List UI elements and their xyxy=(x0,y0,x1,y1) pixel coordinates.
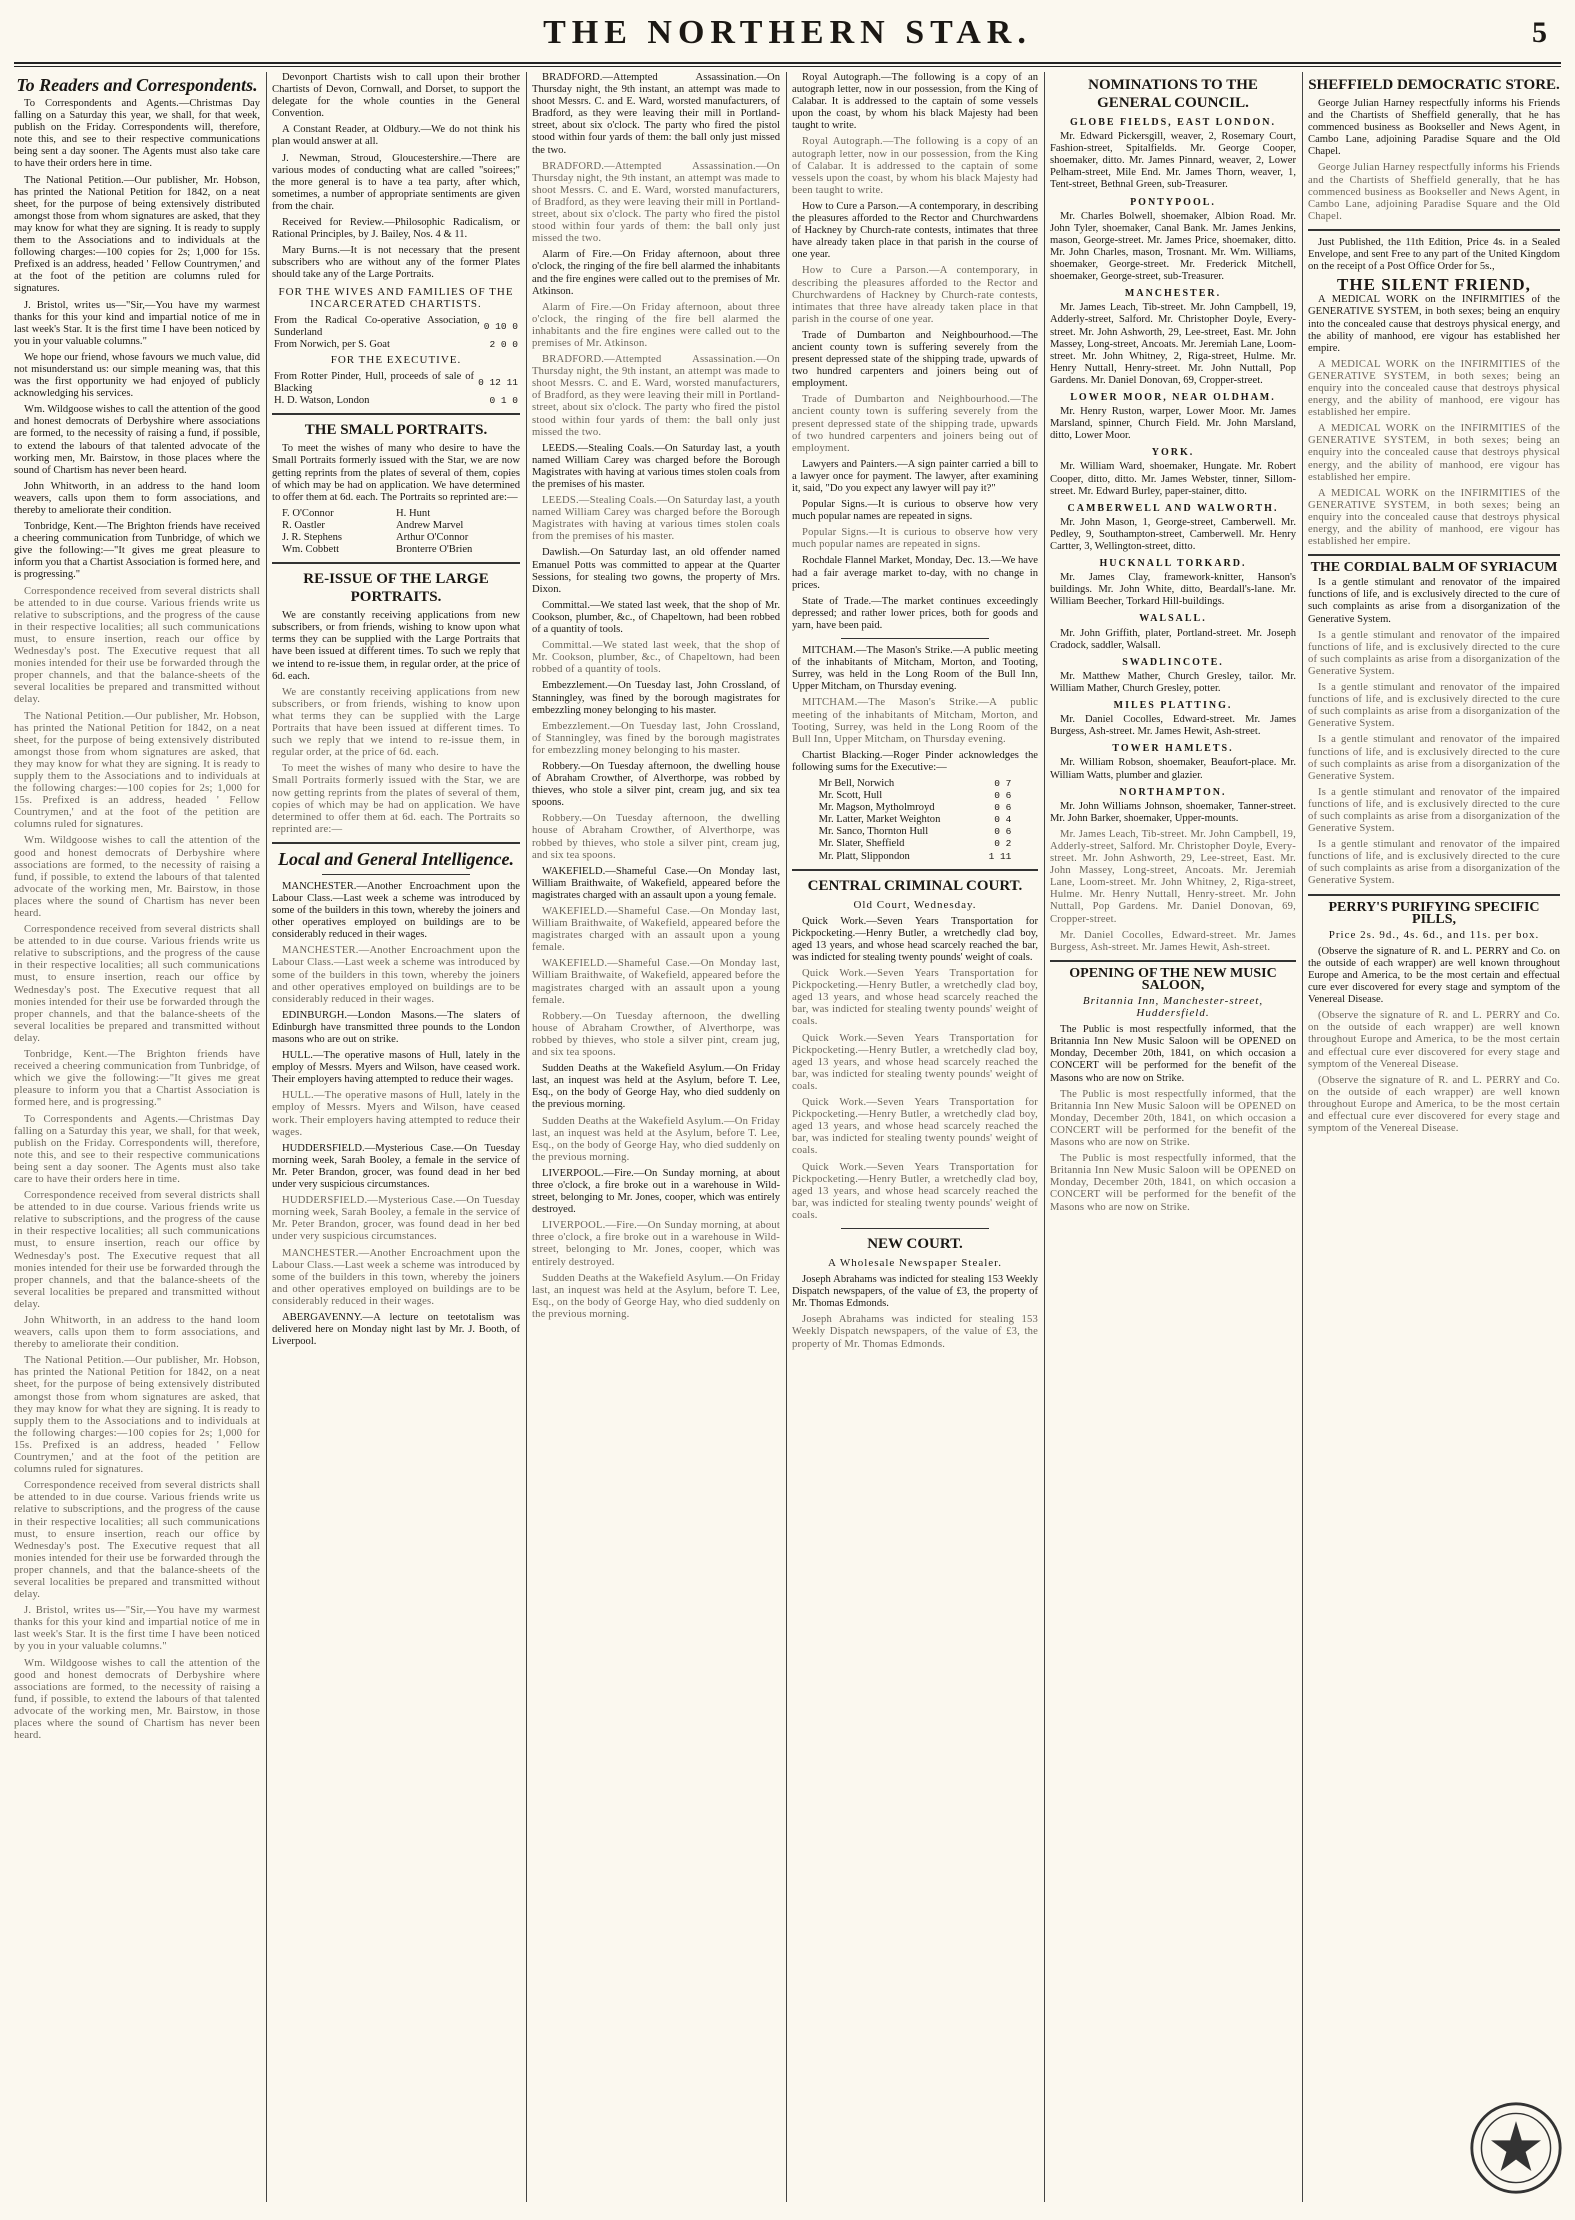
article-paragraph: MITCHAM.—The Mason's Strike.—A public meeting of the inhabitants of Mitcham, Morton, and Tooting, Surrey, was held in the Long Room of the Bull Inn, Upper Mitcham, on Thursday evening. xyxy=(792,645,1038,693)
column-divider xyxy=(1302,72,1303,2202)
subscriptions-heading: FOR THE WIVES AND FAMILIES OF THE INCARCERATED CHARTISTS. xyxy=(278,285,514,310)
article-paragraph: Rochdale Flannel Market, Monday, Dec. 13.—We have had a fair average market to-day, with no change in prices. xyxy=(792,555,1038,591)
list-item: Bronterre O'Brien xyxy=(396,544,473,556)
nomination-section xyxy=(1050,503,1296,553)
district-name: GLOBE FIELDS, EAST LONDON. xyxy=(1069,117,1277,128)
article-paragraph: The National Petition.—Our publisher, Mr. Hobson, has printed the National Petition for 1842, on a neat sheet, for the purpose of being extensively distributed amongst those from whom signatures are asked, that they may know for what they are signing. It is ready to supply them to the Associations and to individuals at the following charges:—100 copies for 2s; 1,000 for 15s. Prefixed is an address, headed ' Fellow Countrymen,' and at the foot of the petition are columns ruled for signatures. xyxy=(14,710,260,831)
article-paragraph: Royal Autograph.—The following is a copy of an autograph letter, now in our possession, from the King of Calabar. It is addressed to the captain of some vessels upon the coast, by whom his black Majesty had been taught to write. xyxy=(792,72,1038,132)
article-paragraph: LEEDS.—Stealing Coals.—On Saturday last, a youth named William Carey was charged before the Borough Magistrates with having at various times stolen coals from the premises of his master. xyxy=(532,442,780,490)
nomination-names: Mr. James Leach, Tib-street. Mr. John Campbell, 19, Adderly-street, Salford. Mr. Christopher Doyle, Every-street. Mr. John Ashworth, 29, Lee-street, East. Mr. John Massey, Long-street, Ancoats. Mr. Jeremiah Lane, Loom-street. Mr. John Whitney, 2, Riga-street, Hulme. Mr. Henry Nuttall, Henry-street. Mr. John Nuttall, Pop Gardens. Mr. Daniel Donovan, 69, Cropper-street. xyxy=(1050,302,1296,386)
perry-pills-price: Price 2s. 9d., 4s. 6d., and 11s. per box. xyxy=(1328,928,1540,941)
article-paragraph: J. Bristol, writes us—"Sir,—You have my warmest thanks for this your kind and impartial notice of me in last week's Star. It is the first time I have been noticed by you in your valuable columns." xyxy=(14,299,260,347)
nomination-section xyxy=(1050,447,1296,497)
article-paragraph: Quick Work.—Seven Years Transportation for Pickpocketing.—Henry Butler, a wretchedly clad boy, aged 13 years, and whose head scarcely reached the bar, was indicted for stealing twenty pounds' weight of coals. xyxy=(792,915,1038,963)
article-paragraph: (Observe the signature of R. and L. PERRY and Co. on the outside of each wrapper) are well known throughout Europe and America, to be the most certain and effectual cure ever discovered for every stage and symptom of the Venereal Disease. xyxy=(1308,1010,1560,1070)
nomination-names: Mr. William Ward, shoemaker, Hungate. Mr. Robert Cooper, ditto, ditto. Mr. James Webster, tinner, Sillom-street. Mr. Edward Burley, paper-stainer, ditto. xyxy=(1050,461,1296,497)
list-item: F. O'Connor xyxy=(282,507,334,519)
table-row: Mr. Latter, Market Weighton 0 4 xyxy=(818,814,1012,826)
article-paragraph: HUDDERSFIELD.—Mysterious Case.—On Tuesday morning week, Sarah Booley, a female in the service of Mr. Peter Brandon, grocer, was found dead in her bed under very suspicious circumstances. xyxy=(272,1195,520,1243)
nomination-section xyxy=(1050,657,1296,695)
perry-pills-heading: PERRY'S PURIFYING SPECIFIC PILLS, xyxy=(1328,899,1540,927)
column-divider xyxy=(526,72,527,2202)
table-row: Mr. Scott, Hull 0 6 xyxy=(818,790,1012,802)
article-paragraph: Correspondence received from several districts shall be attended to in due course. Various friends write us relative to subscriptions, and the progress of the cause in their respective localities; all such communications must, to ensure insertion, reach our office by Wednesday's post. The Executive request that all monies intended for their use be forwarded through the proper channels, and that the balance-sheets of the several localities be prepared and transmitted without delay. xyxy=(14,585,260,706)
article-paragraph: (Observe the signature of R. and L. PERRY and Co. on the outside of each wrapper) are well known throughout Europe and America, to be the most certain and effectual cure ever discovered for every stage and symptom of the Venereal Disease. xyxy=(1308,1074,1560,1135)
article-paragraph: Sudden Deaths at the Wakefield Asylum.—On Friday last, an inquest was held at the Asylum, before T. Lee, Esq., on the body of George Hay, who died suddenly on the previous morning. xyxy=(532,1272,780,1320)
article-paragraph: WAKEFIELD.—Shameful Case.—On Monday last, William Braithwaite, of Wakefield, appeared before the magistrates charged with an assault upon a young female. xyxy=(532,958,780,1006)
article-paragraph: LIVERPOOL.—Fire.—On Sunday morning, at about three o'clock, a fire broke out in a warehouse in Wild-street, belonging to Mr. Jones, cooper, which was entirely destroyed. xyxy=(532,1220,780,1268)
nomination-section xyxy=(1050,392,1296,442)
nomination-names: Mr. Daniel Cocolles, Edward-street. Mr. James Burgess, Ash-street. Mr. James Hewit, Ash-street. xyxy=(1050,929,1296,953)
nomination-names: Mr. John Mason, 1, George-street, Camberwell. Mr. Pedley, 9, Southampton-street, Camberwell. Mr. Henry Cartter, 3, Wellington-street, ditto. xyxy=(1050,516,1296,552)
blacking-table xyxy=(817,778,1014,863)
nomination-names: Mr. Henry Ruston, warper, Lower Moor. Mr. James Marsland, spinner, Church Field. Mr. John Marsland, ditto, Lower Moor. xyxy=(1050,406,1296,442)
article-paragraph: Tonbridge, Kent.—The Brighton friends have received a cheering communication from Tunbridge, of which we give the following:—"It gives me great pleasure to inform you that a Chartist Association is formed here, and is progressing." xyxy=(14,1049,260,1109)
article-paragraph: Mary Burns.—It is not necessary that the present subscribers who are without any of the former Plates should take any of the Large Portraits. xyxy=(272,245,520,281)
article-paragraph: Quick Work.—Seven Years Transportation for Pickpocketing.—Henry Butler, a wretchedly clad boy, aged 13 years, and whose head scarcely reached the bar, was indicted for stealing twenty pounds' weight of coals. xyxy=(792,1161,1038,1221)
divider xyxy=(322,874,471,875)
article-paragraph: Joseph Abrahams was indicted for stealing 153 Weekly Dispatch newspapers, of the value of £3, the property of Mr. Thomas Edmonds. xyxy=(792,1314,1038,1350)
article-paragraph: A Constant Reader, at Oldbury.—We do not think his plan would answer at all. xyxy=(272,124,520,148)
column-1 xyxy=(14,72,260,2202)
article-paragraph: George Julian Harney respectfully informs his Friends and the Chartists of Sheffield generally, that he has commenced business as Bookseller and News Agent, in Cambo Lane, adjoining Paradise Square and the Old Chapel. xyxy=(1308,162,1560,222)
stamp-emblem-icon xyxy=(1468,2100,1564,2196)
article-paragraph: Committal.—We stated last week, that the shop of Mr. Cookson, plumber, &c., of Chapeltown, had been robbed of a quantity of tools. xyxy=(532,599,780,636)
article-paragraph: The National Petition.—Our publisher, Mr. Hobson, has printed the National Petition for 1842, on a neat sheet, for the purpose of being extensively distributed amongst those from whom signatures are asked, that they may know for what they are signing. It is ready to supply them to the Associations and to individuals at the following charges:—100 copies for 2s; 1,000 for 15s. Prefixed is an address, headed ' Fellow Countrymen,' and at the foot of the petition are columns ruled for signatures. xyxy=(14,174,260,295)
article-paragraph: Robbery.—On Tuesday afternoon, the dwelling house of Abraham Crowther, of Alverthorpe, was robbed by thieves, who stole a silver pint, cream jug, and six tea spoons. xyxy=(532,813,780,861)
nomination-names: Mr. Edward Pickersgill, weaver, 2, Rosemary Court, Fashion-street, Spitalfields. Mr. George Cooper, shoemaker, ditto. Mr. James Pinnard, weaver, 2, Lower Pelham-street, Mile End. Mr. James Thorn, weaver, 1, Tent-street, Bethnal Green, sub-Treasurer. xyxy=(1050,131,1296,191)
column-divider xyxy=(786,72,787,2202)
article-paragraph: EDINBURGH.—London Masons.—The slaters of Edinburgh have transmitted three pounds to the London masons who are out on strike. xyxy=(272,1009,520,1045)
district-name: YORK. xyxy=(1151,447,1195,459)
column-divider xyxy=(266,72,267,2202)
article-paragraph: Robbery.—On Tuesday afternoon, the dwelling house of Abraham Crowther, of Alverthorpe, was robbed by thieves, who stole a silver pint, cream jug, and six tea spoons. xyxy=(532,760,780,809)
article-paragraph: Just Published, the 11th Edition, Price 4s. in a Sealed Envelope, and sent Free to any part of the United Kingdom on the receipt of a Post Office Order for 5s., xyxy=(1308,236,1560,273)
nomination-names: Mr. Daniel Cocolles, Edward-street. Mr. James Burgess, Ash-street. Mr. James Hewit, Ash-street. xyxy=(1050,714,1296,738)
nomination-names: Mr. John Griffith, plater, Portland-street. Mr. Joseph Cradock, saddler, Walsall. xyxy=(1050,627,1296,651)
article-paragraph: To meet the wishes of many who desire to have the Small Portraits formerly issued with the Star, we are now getting reprints from the plates of several of them, copies of which may be had on application. We have determined to offer them at 6d. each. The Portraits so reprinted are:— xyxy=(272,763,520,835)
article-paragraph: Wm. Wildgoose wishes to call the attention of the good and honest democrats of Derbyshire where associations are formed, to the necessity of raising a fund, if possible, to extend the labours of that talented advocate of the working men, Mr. Bairstow, in those places where the sound of Chartism has never been heard. xyxy=(14,1657,260,1742)
article-paragraph: Popular Signs.—It is curious to observe how very much popular names are repeated in signs. xyxy=(792,499,1038,523)
article-paragraph: To Correspondents and Agents.—Christmas Day falling on a Saturday this year, we shall, for that week, publish on the Friday. Correspondents will, therefore, note this, and see to their respective communications being sent a day sooner. The Agents must also take care to have their orders here in time. xyxy=(14,1113,260,1185)
list-item: Arthur O'Connor xyxy=(396,532,469,543)
article-paragraph: To meet the wishes of many who desire to have the Small Portraits formerly issued with the Star, we are now getting reprints from the plates of several of them, copies of which may be had on application. We have determined to offer them at 6d. each. The Portraits so reprinted are:— xyxy=(272,443,520,503)
article-paragraph: MANCHESTER.—Another Encroachment upon the Labour Class.—Last week a scheme was introduced by some of the builders in this town, whereby the joiners and other operatives employed on buildings are to be considerably reduced in their wages. xyxy=(272,1247,520,1307)
district-name: CAMBERWELL AND WALWORTH. xyxy=(1067,502,1279,514)
district-name: WALSALL. xyxy=(1139,613,1207,625)
article-paragraph: The Public is most respectfully informed, that the Britannia Inn New Music Saloon will be OPENED on Monday, December 20th, 1841, on which occasion a CONCERT will be performed for the benefit of the Masons who are now on Strike. xyxy=(1050,1153,1296,1213)
article-paragraph: A MEDICAL WORK on the INFIRMITIES of the GENERATIVE SYSTEM, in both sexes; being an enquiry into the concealed cause that destroys physical energy, and the ability of manhood, ere vigour has established her empire. xyxy=(1308,358,1560,419)
article-paragraph: Embezzlement.—On Tuesday last, John Crossland, of Stanningley, was fined by the borough magistrates for embezzling money belonging to his master. xyxy=(532,720,780,756)
article-paragraph: Is a gentle stimulant and renovator of the impaired functions of life, and is exclusively directed to the cure of such complaints as arise from a disorganization of the Generative System. xyxy=(1308,786,1560,835)
article-paragraph: BRADFORD.—Attempted Assassination.—On Thursday night, the 9th instant, an attempt was made to shoot Messrs. C. and E. Ward, worsted manufacturers, of Bradford, as they were leaving their mill in Portland-street, about six o'clock. The party who fired the pistol stood within four yards of them: the ball only just missed the two. xyxy=(532,72,780,156)
article-paragraph: Correspondence received from several districts shall be attended to in due course. Various friends write us relative to subscriptions, and the progress of the cause in their respective localities; all such communications must, to ensure insertion, reach our office by Wednesday's post. The Executive request that all monies intended for their use be forwarded through the proper channels, and that the balance-sheets of the several localities be prepared and transmitted without delay. xyxy=(14,1190,260,1310)
article-paragraph: Is a gentle stimulant and renovator of the impaired functions of life, and is exclusively directed to the cure of such complaints as arise from a disorganization of the Generative System. xyxy=(1308,682,1560,730)
table-row: H. D. Watson, London 0 1 0 xyxy=(274,395,518,407)
article-paragraph: LIVERPOOL.—Fire.—On Sunday morning, at about three o'clock, a fire broke out in a warehouse in Wild-street, belonging to Mr. Jones, cooper, which was entirely destroyed. xyxy=(532,1167,780,1216)
article-paragraph: Trade of Dumbarton and Neighbourhood.—The ancient county town is suffering severely from the present depressed state of the shipping trade, upwards of two hundred carpenters and joiners being out of employment. xyxy=(792,394,1038,454)
article-paragraph: Wm. Wildgoose wishes to call the attention of the good and honest democrats of Derbyshire where associations are formed, to the necessity of raising a fund, if possible, to extend the labours of that talented advocate of the working men, Mr. Bairstow, in those places where the sound of Chartism has never been heard. xyxy=(14,835,260,919)
article-paragraph: Joseph Abrahams was indicted for stealing 153 Weekly Dispatch newspapers, of the value of £3, the property of Mr. Thomas Edmonds. xyxy=(792,1274,1038,1310)
reissue-heading: RE-ISSUE OF THE LARGE PORTRAITS. xyxy=(303,571,489,606)
article-paragraph: HULL.—The operative masons of Hull, lately in the employ of Messrs. Myers and Wilson, have ceased work. Their employers having attempted to reduce their wages. xyxy=(272,1090,520,1138)
article-paragraph: Correspondence received from several districts shall be attended to in due course. Various friends write us relative to subscriptions, and the progress of the cause in their respective localities; all such communications must, to ensure insertion, reach our office by Wednesday's post. The Executive request that all monies intended for their use be forwarded through the proper channels, and that the balance-sheets of the several localities be prepared and transmitted without delay. xyxy=(14,924,260,1044)
article-paragraph: Tonbridge, Kent.—The Brighton friends have received a cheering communication from Tunbridge, of which we give the following:—"It gives me great pleasure to inform you that a Chartist Association is formed here, and is progressing." xyxy=(14,521,260,581)
divider xyxy=(1050,960,1296,962)
table-row: Mr. Magson, Mytholmroyd 0 6 xyxy=(818,802,1012,814)
article-paragraph: State of Trade.—The market continues exceedingly depressed; and rather lower prices, both for goods and yarn, have been paid. xyxy=(792,595,1038,631)
nomination-section xyxy=(1050,117,1296,192)
table-row: Mr. Sanco, Thornton Hull 0 6 xyxy=(818,826,1012,838)
article-paragraph: Alarm of Fire.—On Friday afternoon, about three o'clock, the ringing of the fire bell alarmed the inhabitants and the fire engines were called out to the premises of Mr. Atkinson. xyxy=(532,301,780,349)
column-6 xyxy=(1308,72,1560,2202)
column-3 xyxy=(532,72,780,2202)
masthead xyxy=(0,0,1575,62)
subscriptions-subheading: FOR THE EXECUTIVE. xyxy=(330,353,462,366)
music-saloon-subheading: Britannia Inn, Manchester-street, Huddersfield. xyxy=(1082,995,1264,1020)
new-court-heading: NEW COURT. xyxy=(867,1235,963,1252)
article-paragraph: Chartist Blacking.—Roger Pinder acknowledges the following sums for the Executive:— xyxy=(792,749,1038,773)
nominations-heading: NOMINATIONS TO THE GENERAL COUNCIL. xyxy=(1088,77,1258,111)
article-paragraph: HUDDERSFIELD.—Mysterious Case.—On Tuesday morning week, Sarah Booley, a female in the service of Mr. Peter Brandon, grocer, was found dead in her bed under very suspicious circumstances. xyxy=(272,1142,520,1191)
store-heading: SHEFFIELD DEMOCRATIC STORE. xyxy=(1308,77,1560,93)
article-paragraph: To Correspondents and Agents.—Christmas Day falling on a Saturday this year, we shall, for that week, publish on the Friday. Correspondents will, therefore, note this, and see to their respective communications being sent a day sooner. The Agents must also take care to have their orders here in time. xyxy=(14,98,260,170)
criminal-court-heading: CENTRAL CRIMINAL COURT. xyxy=(807,877,1023,894)
table-row: Mr Bell, Norwich 0 7 xyxy=(818,777,1012,789)
nomination-names: Mr. James Leach, Tib-street. Mr. John Campbell, 19, Adderly-street, Salford. Mr. Christopher Doyle, Every-street. Mr. John Ashworth, 29, Lee-street, East. Mr. John Massey, Long-street, Ancoats. Mr. Jeremiah Lane, Loom-street. Mr. John Whitney, 2, Riga-street, Hulme. Mr. Henry Nuttall, Henry-street. Mr. John Nuttall, Pop Gardens. Mr. Daniel Donovan, 69, Cropper-street. xyxy=(1050,828,1296,925)
divider xyxy=(272,842,520,844)
divider xyxy=(792,869,1038,871)
newspaper-title: THE NORTHERN STAR. xyxy=(543,14,1032,51)
column-divider xyxy=(1044,72,1045,2202)
nomination-names: Mr. James Clay, framework-knitter, Hanson's buildings. Mr. John White, ditto, Beardall's-lane. Mr. William Beecher, Torkard Hill-buildings. xyxy=(1050,572,1296,608)
divider xyxy=(272,413,520,415)
article-paragraph: Committal.—We stated last week, that the shop of Mr. Cookson, plumber, &c., of Chapeltown, had been robbed of a quantity of tools. xyxy=(532,640,780,676)
article-paragraph: J. Newman, Stroud, Gloucestershire.—There are various modes of conducting what are called "soirees;" the more general is to have a tea party, after which, sometimes, a number of appropriate sentiments are given from the chair. xyxy=(272,152,520,212)
article-paragraph: A MEDICAL WORK on the INFIRMITIES of the GENERATIVE SYSTEM, in both sexes; being an enquiry into the concealed cause that destroys physical energy, and the ability of manhood, ere vigour has established her empire. xyxy=(1308,423,1560,483)
divider xyxy=(1308,894,1560,896)
article-paragraph: MANCHESTER.—Another Encroachment upon the Labour Class.—Last week a scheme was introduced by some of the builders in this town, whereby the joiners and other operatives employed on buildings are to be considerably reduced in their wages. xyxy=(272,945,520,1005)
list-item: H. Hunt xyxy=(396,507,431,519)
divider xyxy=(1308,229,1560,231)
article-paragraph: Correspondence received from several districts shall be attended to in due course. Various friends write us relative to subscriptions, and the progress of the cause in their respective localities; all such communications must, to ensure insertion, reach our office by Wednesday's post. The Executive request that all monies intended for their use be forwarded through the proper channels, and that the balance-sheets of the several localities be prepared and transmitted without delay. xyxy=(14,1480,260,1601)
district-name: PONTYPOOL. xyxy=(1130,196,1216,208)
district-name: MILES PLATTING. xyxy=(1113,700,1233,712)
article-paragraph: MANCHESTER.—Another Encroachment upon the Labour Class.—Last week a scheme was introduced by some of the builders in this town, whereby the joiners and other operatives employed on buildings are to be considerably reduced in their wages. xyxy=(272,880,520,941)
portraits-list xyxy=(282,508,510,556)
article-paragraph: George Julian Harney respectfully informs his Friends and the Chartists of Sheffield generally, that he has commenced business as Bookseller and News Agent, in Cambo Lane, adjoining Paradise Square and the Old Chapel. xyxy=(1308,98,1560,158)
article-paragraph: Is a gentle stimulant and renovator of the impaired functions of life, and is exclusively directed to the cure of such complaints as arise from a disorganization of the Generative System. xyxy=(1308,629,1560,677)
article-paragraph: We are constantly receiving applications from new subscribers, or from friends, wishing to know upon what terms they can be supplied with the Large Portraits that have been issued at different times. To such we reply that we intend to re-issue them, in regular order, at the price of 6d. each. xyxy=(272,686,520,759)
article-paragraph: Robbery.—On Tuesday afternoon, the dwelling house of Abraham Crowther, of Alverthorpe, was robbed by thieves, who stole a silver pint, cream jug, and six tea spoons. xyxy=(532,1010,780,1059)
article-paragraph: Wm. Wildgoose wishes to call the attention of the good and honest democrats of Derbyshire where associations are formed, to the necessity of raising a fund, if possible, to extend the labours of that talented advocate of the working men, Mr. Bairstow, in those places where the sound of Chartism has never been heard. xyxy=(14,404,260,476)
table-row: From Rotter Pinder, Hull, proceeds of sale of Blacking 0 12 11 xyxy=(274,371,518,395)
subscriptions-table xyxy=(272,315,520,351)
article-paragraph: Received for Review.—Philosophic Radicalism, or Rational Principles, by J. Bailey, Nos. 4 & 11. xyxy=(272,217,520,241)
district-name: NORTHAMPTON. xyxy=(1119,786,1227,798)
article-paragraph: We are constantly receiving applications from new subscribers, or from friends, wishing to know upon what terms they can be supplied with the Large Portraits that have been issued at different times. To such we reply that we intend to re-issue them, in regular order, at the price of 6d. each. xyxy=(272,610,520,682)
table-row: From the Radical Co-operative Association, Sunderland 0 10 0 xyxy=(274,314,518,338)
list-item: R. Oastler xyxy=(282,519,325,531)
music-saloon-heading: OPENING OF THE NEW MUSIC SALOON, xyxy=(1069,965,1277,993)
article-paragraph: Royal Autograph.—The following is a copy of an autograph letter, now in our possession, from the King of Calabar. It is addressed to the captain of some vessels upon the coast, by whom his black Majesty had been taught to write. xyxy=(792,136,1038,196)
nomination-names: Mr. Matthew Mather, Church Gresley, tailor. Mr. William Mather, Church Gresley, potter. xyxy=(1050,670,1296,694)
district-name: LOWER MOOR, NEAR OLDHAM. xyxy=(1070,391,1276,403)
article-paragraph: The National Petition.—Our publisher, Mr. Hobson, has printed the National Petition for 1842, on a neat sheet, for the purpose of being extensively distributed amongst those from whom signatures are asked, that they may know for what they are signing. It is ready to supply them to the Associations and to individuals at the following charges:—100 copies for 2s; 1,000 for 15s. Prefixed is an address, headed ' Fellow Countrymen,' and at the foot of the petition are columns ruled for signatures. xyxy=(14,1355,260,1476)
nomination-section xyxy=(1050,787,1296,825)
article-paragraph: Quick Work.—Seven Years Transportation for Pickpocketing.—Henry Butler, a wretchedly clad boy, aged 13 years, and whose head scarcely reached the bar, was indicted for stealing twenty pounds' weight of coals. xyxy=(792,1032,1038,1092)
article-paragraph: Sudden Deaths at the Wakefield Asylum.—On Friday last, an inquest was held at the Asylum, before T. Lee, Esq., on the body of George Hay, who died suddenly on the previous morning. xyxy=(532,1063,780,1111)
article-paragraph: Is a gentle stimulant and renovator of the impaired functions of life, and is exclusively directed to the cure of such complaints as arise from a disorganization of the Generative System. xyxy=(1308,734,1560,782)
district-name: SWADLINCOTE. xyxy=(1122,656,1224,668)
article-paragraph: John Whitworth, in an address to the hand loom weavers, calls upon them to form associations, and thereby to ameliorate their condition. xyxy=(14,1315,260,1351)
article-paragraph: J. Bristol, writes us—"Sir,—You have my warmest thanks for this your kind and impartial notice of me in last week's Star. It is the first time I have been noticed by you in your valuable columns." xyxy=(14,1605,260,1653)
nomination-section xyxy=(1050,743,1296,781)
article-paragraph: (Observe the signature of R. and L. PERRY and Co. on the outside of each wrapper) are well known throughout Europe and America, to be the most certain and effectual cure ever discovered for every stage and symptom of the Venereal Disease. xyxy=(1308,945,1560,1006)
nomination-section xyxy=(1050,197,1296,284)
nomination-section xyxy=(1050,288,1296,387)
article-paragraph: How to Cure a Parson.—A contemporary, in describing the pleasures afforded to the Rector and Churchwardens of Hackney by Church-rate contests, intimates that three have already taken place in that parish in the course of one year. xyxy=(792,200,1038,261)
article-paragraph: Alarm of Fire.—On Friday afternoon, about three o'clock, the ringing of the fire bell alarmed the inhabitants and the fire engines were called out to the premises of Mr. Atkinson. xyxy=(532,249,780,297)
divider xyxy=(841,1228,989,1229)
column-4 xyxy=(792,72,1038,2202)
article-paragraph: Quick Work.—Seven Years Transportation for Pickpocketing.—Henry Butler, a wretchedly clad boy, aged 13 years, and whose head scarcely reached the bar, was indicted for stealing twenty pounds' weight of coals. xyxy=(792,968,1038,1028)
table-row: Mr. Platt, Slippondon 1 11 xyxy=(818,850,1012,862)
article-paragraph: Lawyers and Painters.—A sign painter carried a bill to a lawyer once for payment. The lawyer, after examining it, said, "Do you expect any lawyer will pay it?" xyxy=(792,458,1038,494)
list-item: Andrew Marvel xyxy=(396,519,464,531)
article-paragraph: WAKEFIELD.—Shameful Case.—On Monday last, William Braithwaite, of Wakefield, appeared before the magistrates charged with an assault upon a young female. xyxy=(532,865,780,901)
article-paragraph: Popular Signs.—It is curious to observe how very much popular names are repeated in signs. xyxy=(792,527,1038,551)
district-name: MANCHESTER. xyxy=(1124,288,1222,300)
article-paragraph: How to Cure a Parson.—A contemporary, in describing the pleasures afforded to the Rector and Churchwardens of Hackney by Church-rate contests, intimates that three have already taken place in that parish in the course of one year. xyxy=(792,265,1038,325)
article-paragraph: The Public is most respectfully informed, that the Britannia Inn New Music Saloon will be OPENED on Monday, December 20th, 1841, on which occasion a CONCERT will be performed for the benefit of the Masons who are now on Strike. xyxy=(1050,1088,1296,1149)
nomination-section xyxy=(1050,558,1296,608)
cordial-balm-heading: THE CORDIAL BALM OF SYRIACUM xyxy=(1310,560,1558,576)
article-paragraph: BRADFORD.—Attempted Assassination.—On Thursday night, the 9th instant, an attempt was made to shoot Messrs. C. and E. Ward, worsted manufacturers, of Bradford, as they were leaving their mill in Portland-street, about six o'clock. The party who fired the pistol stood within four yards of them: the ball only just missed the two. xyxy=(532,160,780,245)
new-court-subheading: A Wholesale Newspaper Stealer. xyxy=(828,1256,1002,1269)
subscriptions-table xyxy=(272,371,520,407)
district-name: HUCKNALL TORKARD. xyxy=(1099,558,1247,570)
district-name: TOWER HAMLETS. xyxy=(1112,743,1234,755)
correspondents-heading: To Readers and Correspondents. xyxy=(16,75,258,95)
column-5 xyxy=(1050,72,1296,2202)
criminal-court-subheading: Old Court, Wednesday. xyxy=(853,898,977,911)
divider xyxy=(272,562,520,564)
table-row: Mr. Slater, Sheffield 0 2 xyxy=(818,838,1012,850)
article-paragraph: Embezzlement.—On Tuesday last, John Crossland, of Stanningley, was fined by the borough magistrates for embezzling money belonging to his master. xyxy=(532,680,780,716)
nomination-names: Mr. John Williams Johnson, shoemaker, Tanner-street. Mr. John Barker, shoemaker, Upper-mounts. xyxy=(1050,800,1296,824)
article-paragraph: A MEDICAL WORK on the INFIRMITIES of the GENERATIVE SYSTEM, in both sexes; being an enquiry into the concealed cause that destroys physical energy, and the ability of manhood, ere vigour has established her empire. xyxy=(1308,487,1560,548)
list-item: J. R. Stephens xyxy=(282,532,343,543)
nomination-section xyxy=(1050,700,1296,738)
article-paragraph: LEEDS.—Stealing Coals.—On Saturday last, a youth named William Carey was charged before the Borough Magistrates with having at various times stolen coals from the premises of his master. xyxy=(532,495,780,543)
small-portraits-heading: THE SMALL PORTRAITS. xyxy=(304,422,488,439)
article-paragraph: Quick Work.—Seven Years Transportation for Pickpocketing.—Henry Butler, a wretchedly clad boy, aged 13 years, and whose head scarcely reached the bar, was indicted for stealing twenty pounds' weight of coals. xyxy=(792,1097,1038,1157)
nomination-names: Mr. Charles Bolwell, shoemaker, Albion Road. Mr. John Tyler, shoemaker, Canal Bank. Mr. James Jenkins, mason, George-street. Mr. James Price, shoemaker, ditto. Mr. John Charles, mason, Trosnant. Mr. Wm. Williams, shoemaker, George-street. Mr. Frederick Mitchell, shoemaker, George-street, sub-Treasurer. xyxy=(1050,210,1296,283)
article-paragraph: HULL.—The operative masons of Hull, lately in the employ of Messrs. Myers and Wilson, have ceased work. Their employers having attempted to reduce their wages. xyxy=(272,1050,520,1086)
article-paragraph: Is a gentle stimulant and renovator of the impaired functions of life, and is exclusively directed to the cure of such complaints as arise from a disorganization of the Generative System. xyxy=(1308,577,1560,625)
article-paragraph: Is a gentle stimulant and renovator of the impaired functions of life, and is exclusively directed to the cure of such complaints as arise from a disorganization of the Generative System. xyxy=(1308,839,1560,887)
article-paragraph: We hope our friend, whose favours we much value, did not misunderstand us: our simple meaning was, that this was the first opportunity we had enjoyed of publicly acknowledging his services. xyxy=(14,351,260,400)
article-paragraph: A MEDICAL WORK on the INFIRMITIES of the GENERATIVE SYSTEM, in both sexes; being an enquiry into the concealed cause that destroys physical energy, and the ability of manhood, ere vigour has established her empire. xyxy=(1308,294,1560,354)
article-paragraph: BRADFORD.—Attempted Assassination.—On Thursday night, the 9th instant, an attempt was made to shoot Messrs. C. and E. Ward, worsted manufacturers, of Bradford, as they were leaving their mill in Portland-street, about six o'clock. The party who fired the pistol stood within four yards of them: the ball only just missed the two. xyxy=(532,354,780,438)
article-paragraph: Trade of Dumbarton and Neighbourhood.—The ancient county town is suffering severely from the present depressed state of the shipping trade, upwards of two hundred carpenters and joiners being out of employment. xyxy=(792,329,1038,390)
local-intelligence-heading: Local and General Intelligence. xyxy=(278,848,514,869)
silent-friend-heading: THE SILENT FRIEND, xyxy=(1337,275,1531,295)
divider xyxy=(1308,554,1560,556)
article-paragraph: Dawlish.—On Saturday last, an old offender named Emanuel Potts was committed to appear at the Quarter Sessions, for stealing two gowns, the property of Mrs. Dixon. xyxy=(532,547,780,595)
table-row: From Norwich, per S. Goat 2 0 0 xyxy=(274,338,518,350)
column-2 xyxy=(272,72,520,2202)
page-number: 5 xyxy=(1532,16,1547,49)
article-paragraph: Sudden Deaths at the Wakefield Asylum.—On Friday last, an inquest was held at the Asylum, before T. Lee, Esq., on the body of George Hay, who died suddenly on the previous morning. xyxy=(532,1115,780,1163)
article-paragraph: The Public is most respectfully informed, that the Britannia Inn New Music Saloon will be OPENED on Monday, December 20th, 1841, on which occasion a CONCERT will be performed for the benefit of the Masons who are now on Strike. xyxy=(1050,1024,1296,1084)
article-paragraph: ABERGAVENNY.—A lecture on teetotalism was delivered here on Monday night last by Mr. J. Booth, of Liverpool. xyxy=(272,1311,520,1348)
masthead-rule-thin xyxy=(14,66,1561,67)
masthead-rule xyxy=(14,62,1561,64)
article-paragraph: MITCHAM.—The Mason's Strike.—A public meeting of the inhabitants of Mitcham, Morton, and Tooting, Surrey, was held in the Long Room of the Bull Inn, Upper Mitcham, on Thursday evening. xyxy=(792,697,1038,745)
article-paragraph: John Whitworth, in an address to the hand loom weavers, calls upon them to form associations, and thereby to ameliorate their condition. xyxy=(14,480,260,516)
nomination-names: Mr. William Robson, shoemaker, Beaufort-place. Mr. William Watts, plumber and glazier. xyxy=(1050,757,1296,781)
article-paragraph: WAKEFIELD.—Shameful Case.—On Monday last, William Braithwaite, of Wakefield, appeared before the magistrates charged with an assault upon a young female. xyxy=(532,906,780,954)
article-paragraph: Devonport Chartists wish to call upon their brother Chartists of Devon, Cornwall, and Dorset, to support the delegate for the whole counties in the General Convention. xyxy=(272,72,520,120)
nomination-section xyxy=(1050,613,1296,651)
divider xyxy=(841,638,989,639)
list-item: Wm. Cobbett xyxy=(282,544,340,556)
